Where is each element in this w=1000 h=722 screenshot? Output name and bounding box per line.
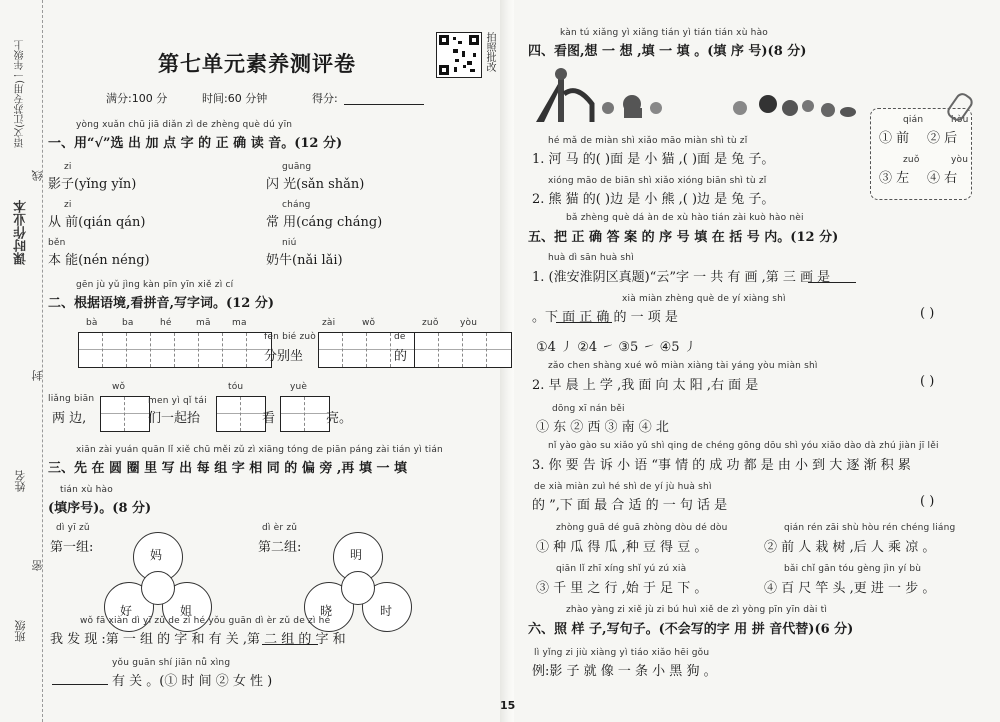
seal-line-label: 密 xyxy=(31,560,44,571)
q2-mid-py: fēn bié zuò xyxy=(264,332,317,342)
writing-grid[interactable] xyxy=(216,396,266,432)
q1-item[interactable]: 闪 光(sǎn shǎn) xyxy=(266,177,365,192)
char: 明 xyxy=(350,548,363,562)
center-circle[interactable] xyxy=(341,571,375,605)
q2-py-he: hé xyxy=(160,318,172,328)
cut-line-label: 线 xyxy=(31,170,44,181)
qr-code-icon xyxy=(436,32,482,78)
q5-item3: 3. 你 要 告 诉 小 语 “事 情 的 成 功 都 是 由 小 到 大 逐 渐 积 累 xyxy=(532,458,911,473)
q5-o3-py: qiān lǐ zhī xíng shǐ yú zú xià xyxy=(556,564,687,574)
q5-o2-py: qián rén zāi shù hòu rén chéng liáng xyxy=(784,523,956,533)
q1-pinyin: yòng xuǎn chū jiā diǎn zì de zhèng què dú yīn xyxy=(76,120,293,130)
q5-s2-opts-py: dōng xī nán běi xyxy=(552,404,625,414)
q3-found: 我 发 现 :第 一 组 的 字 和 有 关 ,第 二 组 的 字 和 xyxy=(50,632,346,647)
group1-py: dì yī zǔ xyxy=(56,523,90,533)
score-label: 得分: xyxy=(312,92,338,105)
q2-py-ma2: ma xyxy=(232,318,247,328)
q2-de: 的 xyxy=(394,349,408,364)
q3-opt-py: yǒu guān shí jiān nǚ xìng xyxy=(112,658,231,668)
q5-item3b: 的 ”,下 面 最 合 适 的 一 句 话 是 xyxy=(532,498,728,513)
q2-liang2: 亮。 xyxy=(326,411,353,426)
q2-kan: 看 xyxy=(262,411,276,426)
q5-item1-options: ①4 ㇓ ②4 ㇀ ③5 ㇀ ④5 ㇓ xyxy=(536,340,697,355)
q4-pinyin: kàn tú xiǎng yì xiǎng tián yì tián tián xù hào xyxy=(560,28,768,38)
q1-item-py: zi xyxy=(64,200,72,210)
opt-py: yòu xyxy=(951,155,969,165)
q5-item1b: 。下 面 正 确 的 一 项 是 xyxy=(532,310,678,325)
q6-example: 例:影 子 就 像 一 条 小 黑 狗 。 xyxy=(532,664,717,679)
writing-grid[interactable] xyxy=(100,396,150,432)
q4-line1[interactable]: 1. 河 马 的( )面 是 小 猫 ,( )面 是 兔 子。 xyxy=(532,152,775,167)
q2-pinyin: gēn jù yǔ jìng kàn pīn yīn xiě zì cí xyxy=(76,280,234,290)
option-right: ④ 右 xyxy=(927,171,958,186)
page-title: 第七单元素养测评卷 xyxy=(158,51,356,76)
q1-heading: 一、用“√”选 出 加 点 字 的 正 确 读 音。(12 分) xyxy=(48,136,343,151)
q6-heading: 六、照 样 子,写句子。(不会写的字 用 拼 音代替)(6 分) xyxy=(528,622,854,637)
q4-l1-py: hé mǎ de miàn shì xiǎo māo miàn shì tù zǐ xyxy=(548,136,748,146)
q2-py-wo: wǒ xyxy=(362,318,376,328)
q4-heading: 四、看图,想 一 想 ,填 一 填 。(填 序 号)(8 分) xyxy=(528,44,807,59)
q2-yue-py: yuè xyxy=(290,382,308,392)
q5-item1: 1. (淮安淮阴区真题)“云”字 一 共 有 画 ,第 三 画 是 xyxy=(532,270,831,285)
q5-s3-py: nǐ yào gào su xiǎo yǔ shì qing de chéng gōng dōu shì yóu xiǎo dào dà zhú jiàn jī lěi xyxy=(548,441,939,451)
writing-grid[interactable] xyxy=(414,332,512,368)
q2-py-zai: zài xyxy=(322,318,336,328)
group2-label: 第二组: xyxy=(258,540,302,555)
center-circle[interactable] xyxy=(141,571,175,605)
q5-option: ④ 百 尺 竿 头 ,更 进 一 步 。 xyxy=(764,581,936,596)
q1-item-py: zi xyxy=(64,162,72,172)
score-field[interactable] xyxy=(344,90,424,105)
q1-item-py: niú xyxy=(282,238,297,248)
q2-py-ma: mā xyxy=(196,318,211,328)
q2-de-py: de xyxy=(394,332,406,342)
q2-liang: 两 边, xyxy=(52,411,87,426)
q4-l2-py: xióng māo de biān shì xiǎo xióng biān shì tù zǐ xyxy=(548,176,767,186)
q5-option: ① 种 瓜 得 瓜 ,种 豆 得 豆 。 xyxy=(536,540,708,555)
page-number: 15 xyxy=(500,699,516,712)
char: 晓 xyxy=(320,604,333,618)
char: 好 xyxy=(120,604,133,618)
q2-py-zuo: zuǒ xyxy=(422,318,439,328)
name-label: 姓名 xyxy=(14,470,27,492)
q6-ex-py: lì yǐng zi jiù xiàng yì tiáo xiǎo hēi gǒu xyxy=(534,648,710,658)
q2-tou-py: tóu xyxy=(228,382,244,392)
playground-slide-image xyxy=(532,64,682,124)
q5-s1b-py: xià miàn zhèng què de yí xiàng shì xyxy=(622,294,786,304)
q2-py-ba: bà xyxy=(86,318,98,328)
q2-heading: 二、根据语境,看拼音,写字词。(12 分) xyxy=(48,296,274,311)
q5-heading: 五、把 正 确 答 案 的 序 号 填 在 括 号 内。(12 分) xyxy=(528,230,839,245)
group2-py: dì èr zǔ xyxy=(262,523,298,533)
q5-option: ③ 千 里 之 行 ,始 于 足 下 。 xyxy=(536,581,708,596)
q2-men: 们一起抬 xyxy=(148,411,201,426)
opt-py: hòu xyxy=(951,115,969,125)
q3-heading: 三、先 在 圆 圈 里 写 出 每 组 字 相 同 的 偏 旁 ,再 填 一 填 xyxy=(48,461,407,476)
q1-item[interactable]: 从 前(qián qán) xyxy=(48,215,146,230)
q5-s2-py: zǎo chen shàng xué wǒ miàn xiàng tài yáng yòu miàn shì xyxy=(548,361,818,371)
time-limit: 时间:60 分钟 xyxy=(202,92,268,105)
binding-margin xyxy=(0,0,43,722)
q2-py-ba2: ba xyxy=(122,318,134,328)
answer-paren[interactable]: ( ) xyxy=(920,306,935,321)
class-label: 班级 xyxy=(14,620,27,642)
option-left: ③ 左 xyxy=(879,171,910,186)
seal-label: 封 xyxy=(31,370,44,381)
option-box xyxy=(870,108,972,200)
answer-paren[interactable]: ( ) xyxy=(920,494,935,509)
q1-item[interactable]: 奶牛(nǎi lǎi) xyxy=(266,253,343,268)
q6-pinyin: zhào yàng zi xiě jù zi bú huì xiě de zì yòng pīn yīn dài tì xyxy=(566,605,828,615)
q5-item2: 2. 早 晨 上 学 ,我 面 向 太 阳 ,右 面 是 xyxy=(532,378,759,393)
option-back: ② 后 xyxy=(927,131,958,146)
group1-label: 第一组: xyxy=(50,540,94,555)
q2-wo-py: wǒ xyxy=(112,382,126,392)
q5-s3b-py: de xià miàn zuì hé shì de yí jù huà shì xyxy=(534,482,712,492)
animals-row-image xyxy=(728,92,858,122)
q1-item[interactable]: 影子(yǐng yǐn) xyxy=(48,177,137,192)
char: 妈 xyxy=(150,548,163,562)
opt-py: qián xyxy=(903,115,924,125)
q3-found-py: wǒ fā xiàn dì yī zǔ de zì hé yǒu guān dì èr zǔ de zì hé xyxy=(80,616,331,626)
writing-grid[interactable] xyxy=(280,396,330,432)
q1-item-py: guāng xyxy=(282,162,312,172)
opt-py: zuǒ xyxy=(903,155,920,165)
char: 时 xyxy=(380,604,393,618)
q2-men-py: men yì qǐ tái xyxy=(148,396,207,406)
book-name: 课时作业本 xyxy=(14,200,29,265)
option-front: ① 前 xyxy=(879,131,910,146)
q3-heading2: (填序号)。(8 分) xyxy=(48,501,152,516)
book-subject: 语文(江苏专用)一年级上 xyxy=(15,40,26,148)
q5-pinyin: bǎ zhèng què dá àn de xù hào tián zài kuò hào nèi xyxy=(566,213,804,223)
q1-item[interactable]: 本 能(nén néng) xyxy=(48,253,150,268)
q4-line2[interactable]: 2. 熊 猫 的( )边 是 小 熊 ,( )边 是 兔 子。 xyxy=(532,192,775,207)
q1-item[interactable]: 常 用(cáng cháng) xyxy=(266,215,383,230)
full-score: 满分:100 分 xyxy=(106,92,168,105)
q3-pinyin: xiān zài yuán quān lǐ xiě chū měi zǔ zì xiāng tóng de piān páng zài tián yì tián xyxy=(76,445,443,455)
q1-item-py: cháng xyxy=(282,200,311,210)
q5-option: ② 前 人 栽 树 ,后 人 乘 凉 。 xyxy=(764,540,936,555)
qr-caption: 拍照批改 xyxy=(484,32,495,72)
q5-s1-py: huà dì sān huà shì xyxy=(548,253,634,263)
q3-pinyin2: tián xù hào xyxy=(60,485,113,495)
answer-paren[interactable]: ( ) xyxy=(920,374,935,389)
answer-blank[interactable] xyxy=(808,268,856,283)
q5-o4-py: bǎi chǐ gān tóu gèng jìn yí bù xyxy=(784,564,922,574)
q2-mid: 分别坐 xyxy=(264,349,304,364)
answer-blank[interactable] xyxy=(52,670,108,685)
q5-item2-options: ① 东 ② 西 ③ 南 ④ 北 xyxy=(536,420,669,435)
char: 姐 xyxy=(180,604,193,618)
q5-o1-py: zhòng guā dé guā zhòng dòu dé dòu xyxy=(556,523,728,533)
answer-blank[interactable] xyxy=(262,630,318,645)
q3-options: 有 关 。(① 时 间 ② 女 性 ) xyxy=(112,674,273,689)
q2-liang-py: liǎng biān xyxy=(48,394,95,404)
q2-py-you: yòu xyxy=(460,318,478,328)
writing-grid[interactable] xyxy=(78,332,272,368)
q1-item-py: běn xyxy=(48,238,66,248)
